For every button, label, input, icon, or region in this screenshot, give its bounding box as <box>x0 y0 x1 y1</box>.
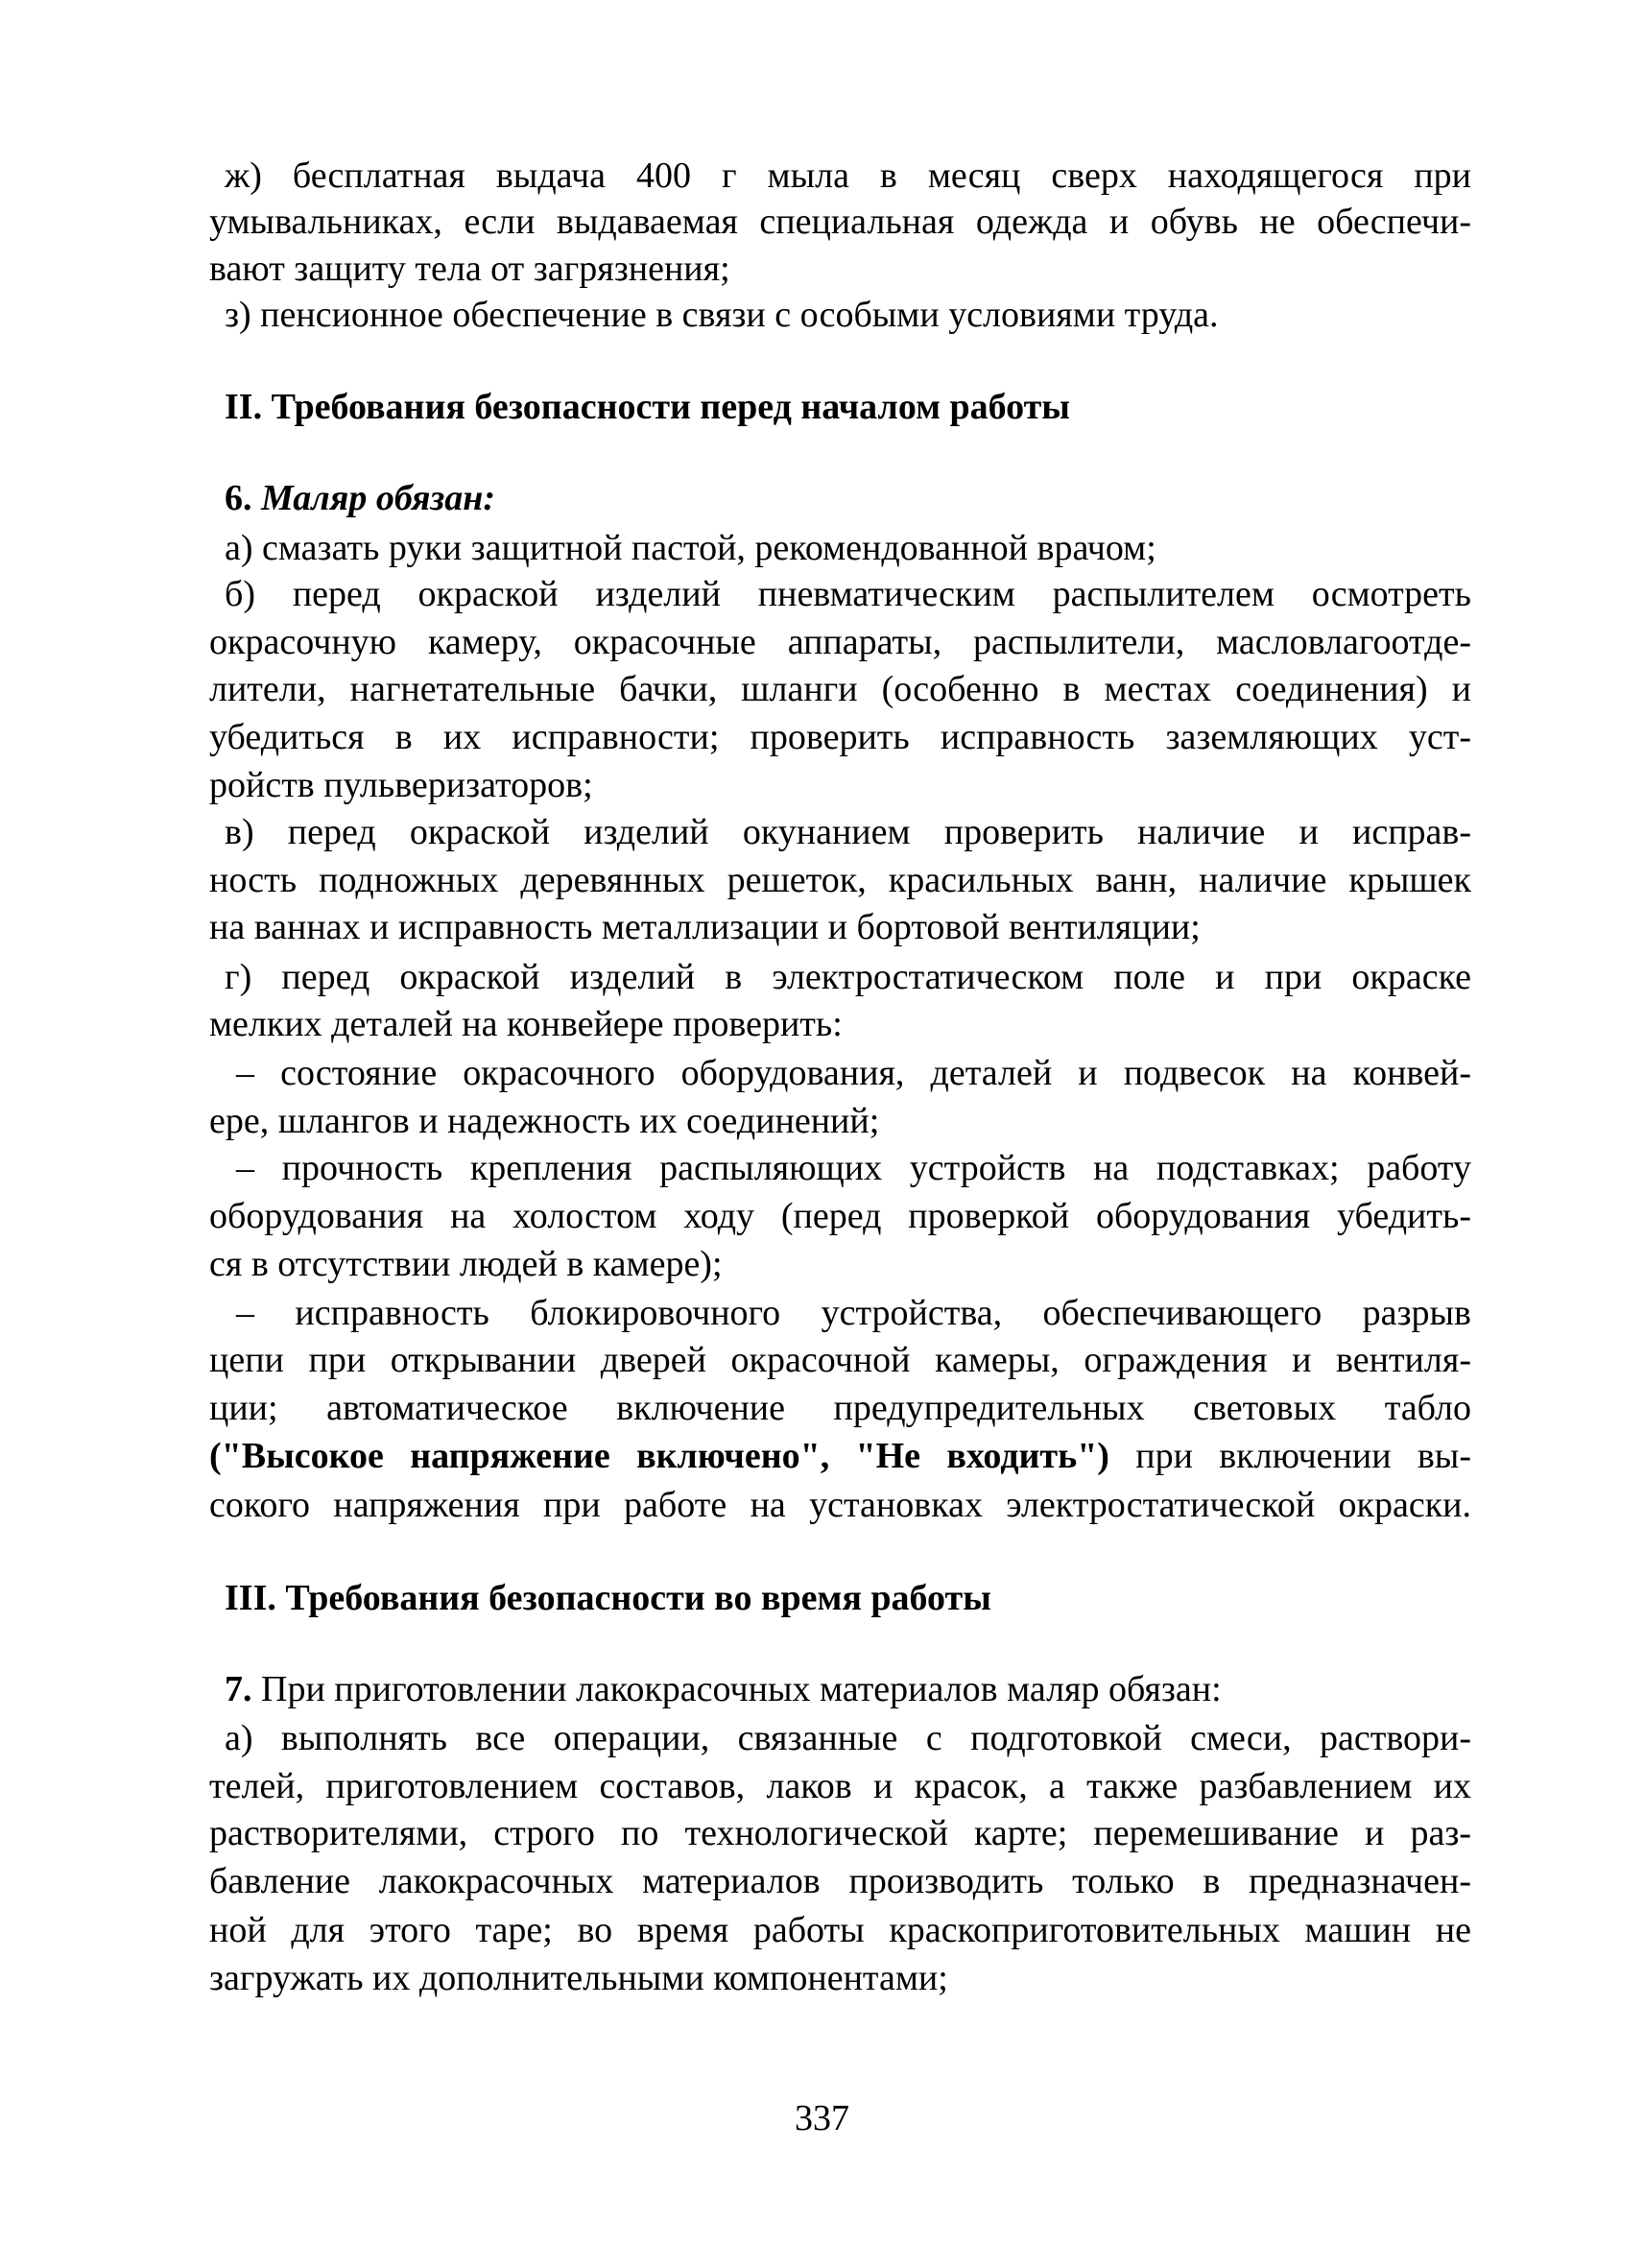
emphasized-text: ("Высокое напряжение включено", "Не входить") <box>209 1436 1109 1476</box>
text-span: ере, шлангов и надежность их соединений; <box>209 1101 880 1141</box>
text-span: телей, приготовлением составов, лаков и красок, а также разбавлением их <box>209 1766 1471 1806</box>
text-line <box>209 856 1471 904</box>
text-line <box>236 1144 1471 1192</box>
text-span: ной для этого таре; во время работы краскоприготовительных машин не <box>209 1910 1471 1950</box>
text-span: – прочность крепления распыляющих устройств на подставках; работу <box>236 1148 1471 1188</box>
text-line <box>225 152 1471 200</box>
text-span: оборудования на холостом ходу (перед проверкой оборудования убедить- <box>209 1196 1471 1236</box>
text-line <box>209 245 1471 293</box>
text-span: б) перед окраской изделий пневматическим распылителем осмотреть <box>225 574 1471 614</box>
emphasized-text: Маляр обязан: <box>261 478 495 518</box>
text-line <box>209 713 1471 761</box>
text-line <box>209 1906 1471 1954</box>
text-line <box>209 761 1471 809</box>
text-span: загружать их дополнительными компонентами; <box>209 1958 948 1998</box>
text-span: – исправность блокировочного устройства, обеспечивающего разрыв <box>236 1293 1471 1333</box>
text-span: – состояние окрасочного оборудования, деталей и подвесок на конвей- <box>236 1053 1471 1093</box>
text-line <box>209 1240 1471 1288</box>
text-span: вают защиту тела от загрязнения; <box>209 249 730 289</box>
text-line <box>225 474 1471 522</box>
text-span: г) перед окраской изделий в электростатическом поле и при окраске <box>225 957 1471 997</box>
page-number: 337 <box>795 2098 849 2138</box>
section-heading <box>225 383 1471 431</box>
text-span: ции; автоматическое включение предупредительных световых табло <box>209 1388 1471 1428</box>
emphasized-text: II. Требования безопасности перед началом работы <box>225 387 1070 427</box>
text-line <box>209 1192 1471 1240</box>
text-line <box>209 1809 1471 1857</box>
text-span: растворителями, строго по технологической карте; перемешивание и раз- <box>209 1813 1471 1853</box>
text-span: ж) бесплатная выдача 400 г мыла в месяц сверх находящегося при <box>225 155 1471 196</box>
text-span: ность подножных деревянных решеток, красильных ванн, наличие крышек <box>209 860 1471 900</box>
text-line <box>225 1665 1471 1713</box>
text-line <box>225 291 1471 339</box>
text-line <box>225 1714 1471 1762</box>
text-line <box>209 665 1471 713</box>
text-line <box>225 524 1471 572</box>
section-heading <box>225 1574 1471 1622</box>
text-span: а) смазать руки защитной пастой, рекомендованной врачом; <box>225 528 1156 568</box>
text-span: а) выполнять все операции, связанные с подготовкой смеси, раствори- <box>225 1718 1471 1758</box>
text-span: при включении вы- <box>1108 1436 1471 1476</box>
emphasized-text: III. Требования безопасности во время работы <box>225 1578 991 1618</box>
text-line <box>209 1384 1471 1432</box>
text-line <box>209 903 1471 951</box>
text-line <box>209 1000 1471 1048</box>
text-line <box>236 1049 1471 1097</box>
text-line <box>236 1289 1471 1337</box>
text-line <box>209 1857 1471 1905</box>
emphasized-text: 6. <box>225 478 261 518</box>
text-span: сокого напряжения при работе на установках электростатической окраски. <box>209 1485 1471 1525</box>
text-line <box>209 1432 1471 1480</box>
text-span: ройств пульверизаторов; <box>209 765 593 805</box>
text-span: бавление лакокрасочных материалов производить только в предназначен- <box>209 1861 1471 1901</box>
text-span: на ваннах и исправность металлизации и бортовой вентиляции; <box>209 907 1201 947</box>
text-line <box>209 618 1471 666</box>
text-span: При приготовлении лакокрасочных материалов маляр обязан: <box>251 1669 1222 1709</box>
text-line <box>209 1336 1471 1384</box>
text-line <box>209 1954 1471 2002</box>
text-span: з) пенсионное обеспечение в связи с особыми условиями труда. <box>225 295 1219 335</box>
emphasized-text: 7. <box>225 1669 252 1709</box>
text-span: ся в отсутствии людей в камере); <box>209 1244 723 1284</box>
text-span: умывальниках, если выдаваемая специальная одежда и обувь не обеспечи- <box>209 202 1471 242</box>
text-span: цепи при открывании дверей окрасочной камеры, ограждения и вентиля- <box>209 1340 1471 1380</box>
text-line <box>209 1762 1471 1810</box>
text-line <box>225 953 1471 1001</box>
text-line <box>225 808 1471 856</box>
text-line <box>209 198 1471 246</box>
text-span: окрасочную камеру, окрасочные аппараты, распылители, масловлагоотде- <box>209 622 1471 662</box>
text-line <box>209 1481 1471 1529</box>
text-line <box>225 570 1471 618</box>
text-span: лители, нагнетательные бачки, шланги (особенно в местах соединения) и <box>209 669 1471 709</box>
text-span: в) перед окраской изделий окунанием проверить наличие и исправ- <box>225 812 1471 852</box>
text-line <box>209 1097 1471 1145</box>
text-span: мелких деталей на конвейере проверить: <box>209 1004 843 1044</box>
text-span: убедиться в их исправности; проверить исправность заземляющих уст- <box>209 717 1471 757</box>
